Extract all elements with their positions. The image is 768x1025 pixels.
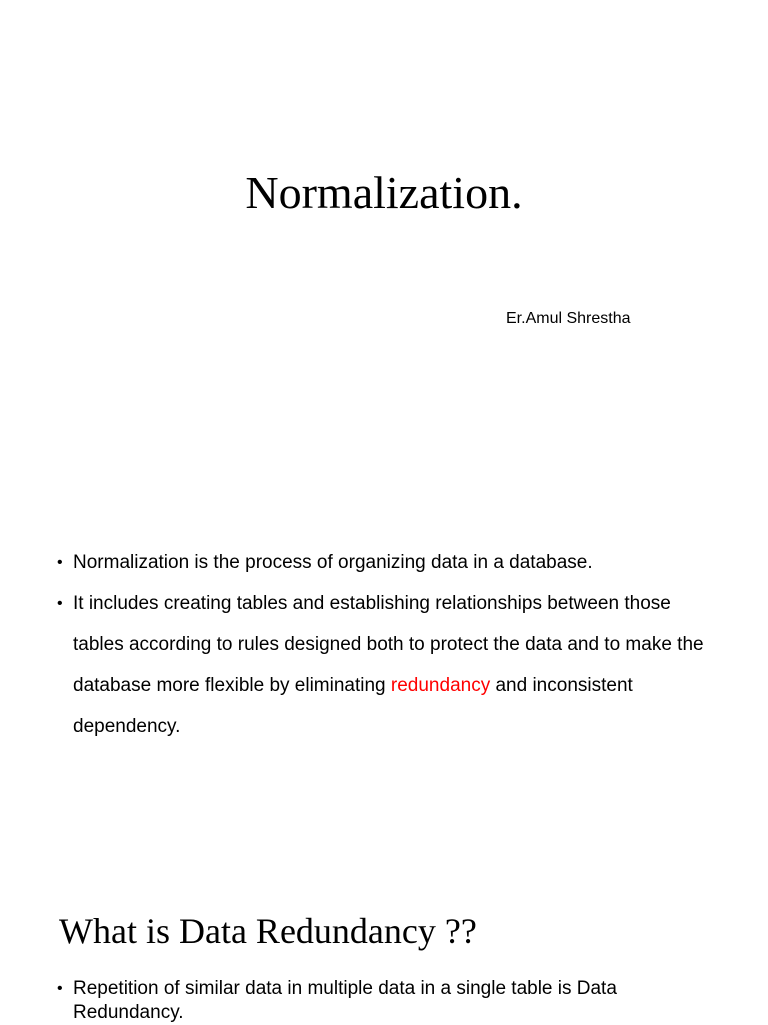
bullet-icon: • bbox=[57, 980, 63, 997]
bullet-text: and inconsistent dependency. bbox=[73, 675, 633, 737]
bullet-list bbox=[56, 977, 716, 1025]
bullet-text: It includes creating tables and establishing relationships between those tables according to rules designed both to protect the data and to make the database more flexible by eliminating bbox=[73, 593, 704, 696]
definition-slide bbox=[0, 500, 768, 870]
slide-heading: What is Data Redundancy ?? bbox=[59, 911, 477, 951]
author-name: Er.Amul Shrestha bbox=[506, 310, 631, 327]
bullet-item bbox=[56, 583, 716, 747]
bullet-icon: • bbox=[57, 554, 63, 571]
slide-title: Normalization. bbox=[245, 167, 523, 218]
bullet-text: Repetition of similar data in multiple data in a single table is Data Redundancy. bbox=[73, 978, 617, 1023]
bullet-icon: • bbox=[57, 595, 63, 612]
bullet-list bbox=[56, 542, 716, 747]
redundancy-slide bbox=[0, 870, 768, 1024]
highlighted-term: redundancy bbox=[390, 675, 491, 696]
bullet-text: Normalization is the process of organizing data in a database. bbox=[73, 552, 593, 573]
bullet-item bbox=[56, 977, 716, 1025]
title-slide bbox=[0, 0, 768, 500]
bullet-item bbox=[56, 542, 716, 583]
